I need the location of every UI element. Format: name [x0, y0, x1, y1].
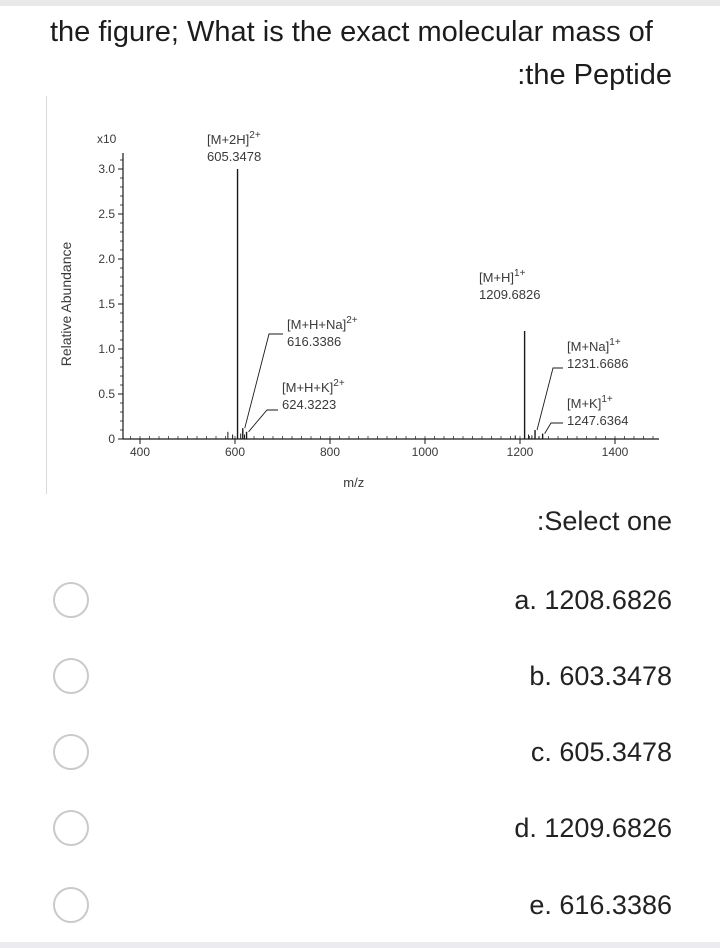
peak-leader-line: [249, 410, 278, 432]
x-tick-label: 800: [319, 445, 341, 459]
x-axis-label: m/z: [343, 475, 365, 490]
y-tick-label: 2.0: [98, 252, 115, 266]
question-text-line2: :the Peptide: [517, 59, 672, 91]
ion-formula: [M+H]: [479, 270, 515, 285]
y-tick-label: 0: [108, 432, 115, 446]
peak-ion-label: [567, 337, 621, 354]
ion-formula: [M+2H]: [207, 132, 250, 147]
x-tick-label: 600: [224, 445, 246, 459]
answer-option-label: c. 605.3478: [530, 737, 672, 767]
answer-option[interactable]: [0, 724, 720, 784]
ion-formula: [M+H+K]: [282, 380, 334, 395]
peak-mass-label: 616.3386: [287, 334, 342, 349]
answer-option[interactable]: [0, 877, 720, 937]
select-one-prompt: :Select one: [536, 506, 672, 536]
radio-button[interactable]: [53, 582, 89, 618]
y-axis-multiplier: x10: [97, 132, 117, 146]
peak-ion-label: [207, 130, 261, 147]
answer-option[interactable]: [0, 572, 720, 632]
radio-button[interactable]: [53, 734, 89, 770]
radio-button[interactable]: [53, 658, 89, 694]
top-divider: [0, 0, 720, 6]
ion-formula: [M+K]: [567, 396, 602, 411]
y-tick-label: 1.5: [98, 297, 115, 311]
y-tick-label: 3.0: [98, 162, 115, 176]
peak-mass-label: 1209.6826: [479, 287, 541, 302]
answer-option[interactable]: [0, 648, 720, 708]
peak-ion-label: [287, 315, 358, 332]
peak-ion-label: [282, 378, 345, 395]
peak-mass-label: 1231.6686: [567, 356, 629, 371]
peak-mass-label: 605.3478: [207, 149, 262, 164]
y-tick-label: 1.0: [98, 342, 115, 356]
peak-mass-label: 624.3223: [282, 397, 337, 412]
answer-option-label: d. 1209.6826: [514, 813, 672, 843]
ion-charge: 2+: [333, 378, 345, 389]
ion-charge: 1+: [601, 394, 613, 405]
bottom-divider: [0, 942, 720, 948]
ion-charge: 1+: [514, 268, 526, 279]
ion-formula: [M+Na]: [567, 339, 610, 354]
answer-option-label: b. 603.3478: [529, 661, 672, 691]
x-tick-label: 1400: [601, 445, 629, 459]
y-axis-label: Relative Abundance: [58, 241, 74, 367]
peak-leader-line: [545, 423, 563, 434]
ion-charge: 2+: [346, 315, 358, 326]
x-tick-label: 1000: [411, 445, 439, 459]
ion-formula: [M+H+Na]: [287, 317, 347, 332]
ion-charge: 1+: [609, 337, 621, 348]
y-tick-label: 2.5: [98, 207, 115, 221]
radio-button[interactable]: [53, 810, 89, 846]
peak-leader-line: [537, 368, 563, 430]
peak-mass-label: 1247.6364: [567, 413, 629, 428]
answer-option-label: e. 616.3386: [529, 890, 672, 920]
question-text-line1: the figure; What is the exact molecular mass of: [50, 16, 653, 48]
x-tick-label: 400: [129, 445, 151, 459]
peak-ion-label: [479, 268, 526, 285]
peak-ion-label: [567, 394, 613, 411]
mass-spectrum-figure: [46, 96, 677, 494]
ion-charge: 2+: [249, 130, 261, 141]
radio-button[interactable]: [53, 887, 89, 923]
y-tick-label: 0.5: [98, 387, 115, 401]
answer-option-label: a. 1208.6826: [514, 585, 672, 615]
answer-option[interactable]: [0, 800, 720, 860]
x-tick-label: 1200: [506, 445, 534, 459]
mass-spectrum-chart: [47, 96, 677, 494]
